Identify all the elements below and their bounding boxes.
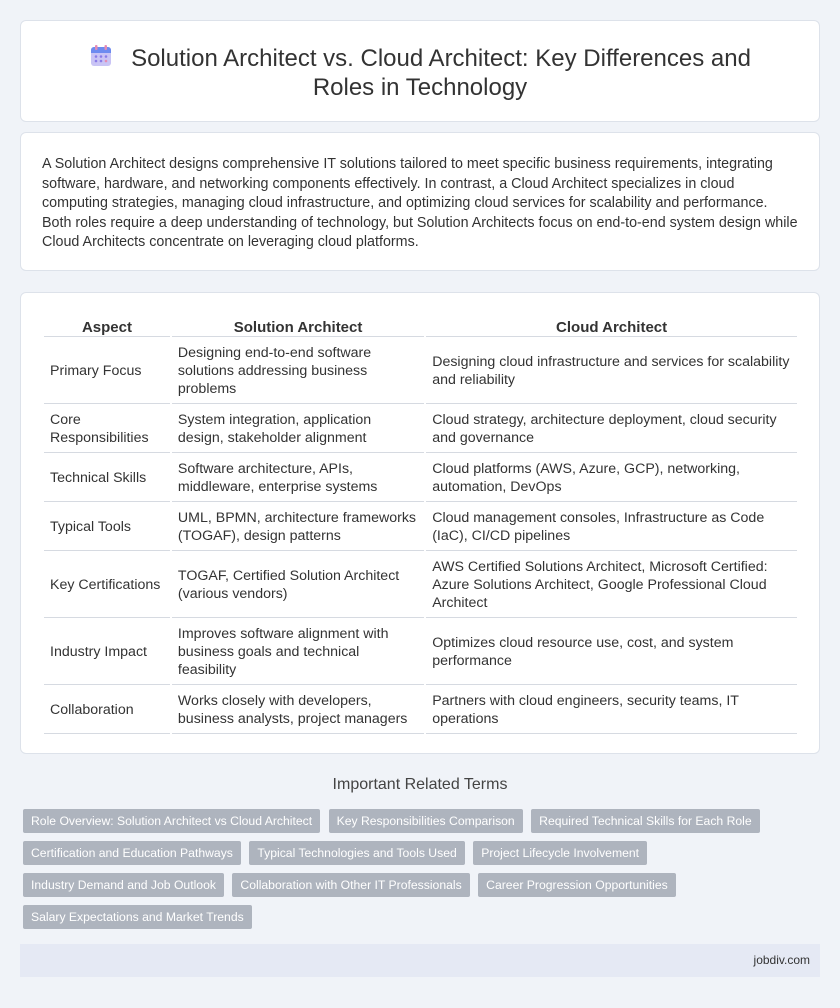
row-aspect: Industry Impact xyxy=(44,618,170,685)
row-solution-architect: Software architecture, APIs, middleware, enterprise systems xyxy=(172,453,424,502)
related-term-tag[interactable]: Required Technical Skills for Each Role xyxy=(531,809,759,833)
table-row xyxy=(44,502,797,551)
table-row xyxy=(44,453,797,502)
row-cloud-architect: Partners with cloud engineers, security teams, IT operations xyxy=(426,685,797,734)
row-cloud-architect: Cloud strategy, architecture deployment, cloud security and governance xyxy=(426,404,797,453)
page-title-text: Solution Architect vs. Cloud Architect: Key Differences and Roles in Technology xyxy=(131,45,751,101)
calendar-icon xyxy=(89,44,113,68)
table-header-row xyxy=(44,315,797,337)
table-row xyxy=(44,685,797,734)
header-solution-architect: Solution Architect xyxy=(172,315,424,337)
related-term-tag[interactable]: Industry Demand and Job Outlook xyxy=(23,873,224,897)
row-aspect: Collaboration xyxy=(44,685,170,734)
row-aspect: Typical Tools xyxy=(44,502,170,551)
related-terms-list xyxy=(23,809,803,937)
footer xyxy=(20,944,820,977)
related-term-tag[interactable]: Career Progression Opportunities xyxy=(478,873,676,897)
row-aspect: Core Responsibilities xyxy=(44,404,170,453)
table-row xyxy=(44,404,797,453)
row-cloud-architect: Designing cloud infrastructure and services for scalability and reliability xyxy=(426,337,797,404)
row-cloud-architect: Cloud management consoles, Infrastructure as Code (IaC), CI/CD pipelines xyxy=(426,502,797,551)
row-aspect: Key Certifications xyxy=(44,551,170,618)
header-aspect: Aspect xyxy=(44,315,170,337)
row-solution-architect: System integration, application design, stakeholder alignment xyxy=(172,404,424,453)
row-solution-architect: UML, BPMN, architecture frameworks (TOGAF), design patterns xyxy=(172,502,424,551)
header-cloud-architect: Cloud Architect xyxy=(426,315,797,337)
row-cloud-architect: AWS Certified Solutions Architect, Microsoft Certified: Azure Solutions Architect, Google Professional Cloud Architect xyxy=(426,551,797,618)
related-term-tag[interactable]: Key Responsibilities Comparison xyxy=(329,809,523,833)
row-cloud-architect: Optimizes cloud resource use, cost, and system performance xyxy=(426,618,797,685)
row-solution-architect: Works closely with developers, business analysts, project managers xyxy=(172,685,424,734)
footer-site-link[interactable]: jobdiv.com xyxy=(753,953,810,967)
row-cloud-architect: Cloud platforms (AWS, Azure, GCP), networking, automation, DevOps xyxy=(426,453,797,502)
related-term-tag[interactable]: Collaboration with Other IT Professionals xyxy=(232,873,469,897)
related-term-tag[interactable]: Certification and Education Pathways xyxy=(23,841,241,865)
row-solution-architect: TOGAF, Certified Solution Architect (various vendors) xyxy=(172,551,424,618)
title-card xyxy=(20,20,820,122)
table-row xyxy=(44,551,797,618)
row-aspect: Primary Focus xyxy=(44,337,170,404)
table-row xyxy=(44,618,797,685)
comparison-card xyxy=(20,292,820,754)
related-term-tag[interactable]: Typical Technologies and Tools Used xyxy=(249,841,464,865)
row-solution-architect: Designing end-to-end software solutions addressing business problems xyxy=(172,337,424,404)
intro-card xyxy=(20,132,820,271)
row-solution-architect: Improves software alignment with business goals and technical feasibility xyxy=(172,618,424,685)
related-term-tag[interactable]: Project Lifecycle Involvement xyxy=(473,841,647,865)
row-aspect: Technical Skills xyxy=(44,453,170,502)
related-term-tag[interactable]: Salary Expectations and Market Trends xyxy=(23,905,252,929)
related-terms-title: Important Related Terms xyxy=(332,776,508,793)
page-title xyxy=(61,44,779,102)
intro-paragraph: A Solution Architect designs comprehensive IT solutions tailored to meet specific business requirements, integrating software, hardware, and networking components effectively. In contrast, a Cloud Architect specializes in cloud computing strategies, managing cloud infrastructure, and optimizing cloud services for scalability and performance. Both roles require a deep understanding of technology, but Solution Architects focus on end-to-end system design while Cloud Architects concentrate on leveraging cloud platforms. xyxy=(42,156,798,251)
related-term-tag[interactable]: Role Overview: Solution Architect vs Cloud Architect xyxy=(23,809,320,833)
table-row xyxy=(44,337,797,404)
comparison-table xyxy=(42,315,799,734)
